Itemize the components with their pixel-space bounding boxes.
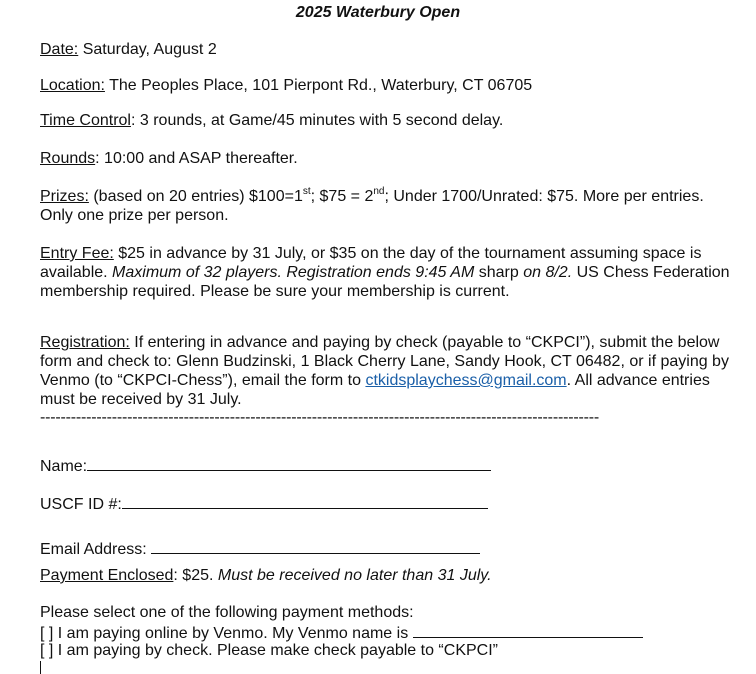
- registration-paragraph: [40, 333, 730, 409]
- location-line: [40, 76, 730, 95]
- email-blank[interactable]: [151, 539, 480, 554]
- venmo-option-text: [ ] I am paying online by Venmo. My Venmo name is: [40, 625, 413, 642]
- email-label: Email Address:: [40, 541, 152, 558]
- uscf-label: USCF ID #:: [40, 496, 122, 513]
- entry-fee-text-1: $25 in advance by 31 July, or $35 on the day of the tournament assuming space is available.: [40, 245, 702, 281]
- rounds-value: : 10:00 and ASAP thereafter.: [95, 150, 298, 167]
- entry-fee-text-3: US Chess Federation membership required. Please be sure your membership is current.: [40, 264, 730, 300]
- location-label: Location:: [40, 77, 105, 94]
- payment-line: [40, 567, 492, 585]
- email-field-row: [40, 539, 480, 559]
- text-cursor: [40, 661, 41, 674]
- prizes-text-2: ; $75 = 2: [310, 188, 374, 205]
- date-value: Saturday, August 2: [78, 41, 217, 58]
- entry-fee-label: Entry Fee:: [40, 245, 114, 262]
- time-control-value: : 3 rounds, at Game/45 minutes with 5 second delay.: [130, 112, 504, 129]
- prizes-sup-1: st: [302, 185, 311, 197]
- payment-italic: Must be received no later than 31 July.: [217, 567, 492, 584]
- entry-fee-italic-2: on 8/2.: [523, 264, 573, 281]
- entry-fee-italic: Maximum of 32 players. Registration ends 9:45 AM: [112, 264, 475, 281]
- uscf-field-row: [40, 494, 488, 514]
- separator-line: -------------------------------------------------------------------------------------------------------------: [40, 409, 599, 426]
- venmo-name-blank[interactable]: [413, 623, 643, 638]
- entry-fee-paragraph: [40, 244, 730, 301]
- registration-text-1: If entering in advance and paying by check (payable to “CKPCI”), submit the below form and check to: Glenn Budzinski, 1 Black Cherry Lane, Sandy Hook, CT 06482, or if paying by Venmo (to “CKPCI-Chess”), email the form to: [40, 334, 729, 389]
- name-field-row: [40, 456, 491, 476]
- rounds-label: Rounds: [40, 150, 96, 167]
- prizes-text-1: (based on 20 entries) $100=1: [88, 188, 303, 205]
- email-link[interactable]: ctkidsplaychess@gmail.com: [365, 372, 567, 389]
- name-blank[interactable]: [87, 456, 491, 471]
- rounds-line: [40, 149, 730, 168]
- date-line: [40, 40, 730, 59]
- registration-text-2: . All advance entries must be received by 31 July.: [40, 372, 710, 408]
- date-label: Date:: [40, 41, 79, 58]
- payment-select-prompt: Please select one of the following payment methods:: [40, 604, 414, 621]
- document-title: 2025 Waterbury Open: [295, 4, 461, 21]
- name-label: Name:: [40, 458, 88, 475]
- venmo-option-row: [40, 623, 643, 643]
- check-option-row: [ ] I am paying by check. Please make check payable to “CKPCI”: [40, 642, 498, 659]
- entry-fee-text-2: sharp: [474, 264, 524, 281]
- prizes-text-3: ; Under 1700/Unrated: $75. More per entries. Only one prize per person.: [40, 188, 704, 224]
- registration-label: Registration:: [40, 334, 130, 351]
- payment-label: Payment Enclosed: [40, 567, 174, 584]
- time-control-label: Time Control: [40, 112, 131, 129]
- location-value: The Peoples Place, 101 Pierpont Rd., Waterbury, CT 06705: [104, 77, 533, 94]
- prizes-sup-2: nd: [373, 185, 385, 197]
- uscf-blank[interactable]: [122, 494, 488, 509]
- prizes-label: Prizes:: [40, 188, 89, 205]
- time-control-line: [40, 111, 730, 130]
- payment-text: : $25.: [173, 567, 218, 584]
- prizes-paragraph: [40, 187, 730, 225]
